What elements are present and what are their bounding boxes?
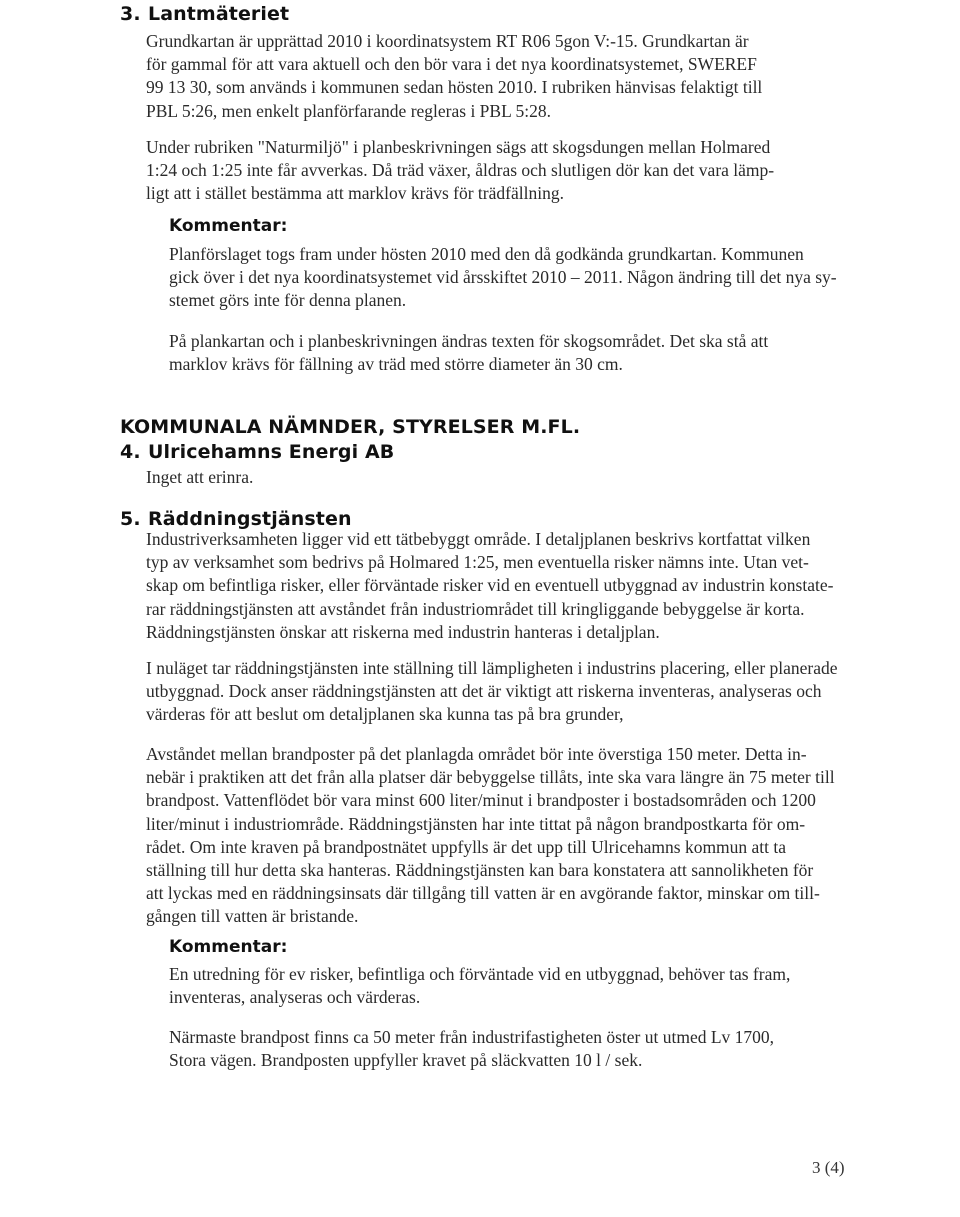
raddning-paragraph-2 (146, 657, 838, 727)
text-line: På plankartan och i planbeskrivningen ändras texten för skogsområdet. Det ska stå att (169, 331, 769, 351)
section-4-heading (120, 441, 394, 463)
lantmateriet-comment-1 (169, 243, 837, 313)
lantmateriet-paragraph-2 (146, 136, 774, 206)
text-line: utbyggnad. Dock anser räddningstjänsten att det är viktigt att riskerna inventeras, analyseras och (146, 681, 822, 702)
text-line: Grundkartan är upprättad 2010 i koordinatsystem RT R06 5gon V:-15. Grundkartan är (146, 31, 749, 51)
text-line: I nuläget tar räddningstjänsten inte ställning till lämpligheten i industrins placering, eller planerade (146, 658, 838, 678)
text-line: gången till vatten är bristande. (146, 906, 359, 927)
page-number: 3 (4) (812, 1158, 845, 1177)
text-line: ställning till hur detta ska hanteras. Räddningstjänsten kan bara konstatera att sannolikheten för (146, 860, 814, 881)
text-line: gick över i det nya koordinatsystemet vid årsskiftet 2010 – 2011. Någon ändring till det nya sy- (169, 267, 837, 288)
text-line: Inget att erinra. (146, 467, 254, 487)
text-line: rådet. Om inte kraven på brandpostnätet uppfylls är det upp till Ulricehamns kommun att ta (146, 836, 787, 857)
section-title: Räddningstjänsten (148, 508, 352, 530)
text-line: Räddningstjänsten önskar att riskerna med industrin hanteras i detaljplan. (146, 621, 660, 642)
text-line: värderas för att beslut om detaljplanen ska kunna tas på bra grunder, (146, 704, 624, 725)
lantmateriet-paragraph-1 (146, 30, 762, 123)
text-line: liter/minut i industriområde. Räddningstjänsten har inte tittat på någon brandpostkarta för om- (146, 813, 806, 834)
text-line: stemet görs inte för denna planen. (169, 290, 407, 311)
text-line: 1:24 och 1:25 inte får avverkas. Då träd växer, åldras och slutligen dör kan det vara lämp- (146, 160, 775, 181)
text-line: inventeras, analyseras och värderas. (169, 987, 421, 1008)
text-line: marklov krävs för fällning av träd med större diameter än 30 cm. (169, 354, 623, 375)
text-line: Industriverksamheten ligger vid ett tätbebyggt område. I detaljplanen beskrivs kortfattat vilken (146, 529, 811, 549)
text-line: Planförslaget togs fram under hösten 2010 med den då godkända grundkartan. Kommunen (169, 244, 804, 264)
raddning-paragraph-1 (146, 528, 833, 644)
text-line: Avståndet mellan brandposter på det planlagda området bör inte överstiga 150 meter. Detta in- (146, 744, 807, 764)
text-line: ligt att i stället bestämma att marklov krävs för trädfällning. (146, 183, 564, 204)
text-line: Under rubriken "Naturmiljö" i planbeskrivningen sägs att skogsdungen mellan Holmared (146, 137, 771, 157)
text-line: Stora vägen. Brandposten uppfyller kravet på släckvatten 10 l / sek. (169, 1050, 643, 1071)
energi-text (146, 466, 253, 489)
section-3-heading (120, 3, 289, 25)
text-line: skap om befintliga risker, eller förväntade risker vid en eventuell utbyggnad av industrin konstate- (146, 575, 834, 596)
text-line: för gammal för att vara aktuell och den bör vara i det nya koordinatsystemet, SWEREF (146, 54, 757, 75)
text-line: Närmaste brandpost finns ca 50 meter från industrifastigheten öster ut utmed Lv 1700, (169, 1027, 775, 1047)
text-line: rar räddningstjänsten att avståndet från industriområdet till kringliggande bebyggelse är korta. (146, 598, 805, 619)
section-title: Lantmäteriet (148, 3, 290, 25)
text-line: att lyckas med en räddningsinsats där tillgång till vatten är en avgörande faktor, minskar om till- (146, 883, 820, 904)
text-line: typ av verksamhet som bedrivs på Holmared 1:25, men eventuella risker nämns inte. Utan vet- (146, 552, 809, 573)
section-5-heading (120, 508, 352, 530)
raddning-comment-2 (169, 1026, 774, 1072)
text-line: nebär i praktiken att det från alla platser där bebyggelse tillåts, inte ska vara längre än 75 meter till (146, 767, 835, 788)
text-line: PBL 5:26, men enkelt planförfarande regleras i PBL 5:28. (146, 100, 551, 121)
section-number: 3. (120, 3, 141, 25)
raddning-comment-1 (169, 963, 790, 1009)
section-number: 5. (120, 508, 141, 530)
text-line: En utredning för ev risker, befintliga och förväntade vid en utbyggnad, behöver tas fram, (169, 964, 791, 984)
raddning-paragraph-3 (146, 743, 835, 929)
lantmateriet-comment-2 (169, 330, 768, 376)
text-line: brandpost. Vattenflödet bör vara minst 600 liter/minut i brandposter i bostadsområden och 1200 (146, 790, 816, 811)
comment-heading: Kommentar: (169, 937, 288, 957)
section-number: 4. (120, 441, 141, 463)
kommunala-heading: KOMMUNALA NÄMNDER, STYRELSER M.FL. (120, 416, 581, 438)
text-line: 99 13 30, som används i kommunen sedan hösten 2010. I rubriken hänvisas felaktigt till (146, 77, 763, 98)
section-title: Ulricehamns Energi AB (148, 441, 395, 463)
comment-heading: Kommentar: (169, 216, 288, 236)
